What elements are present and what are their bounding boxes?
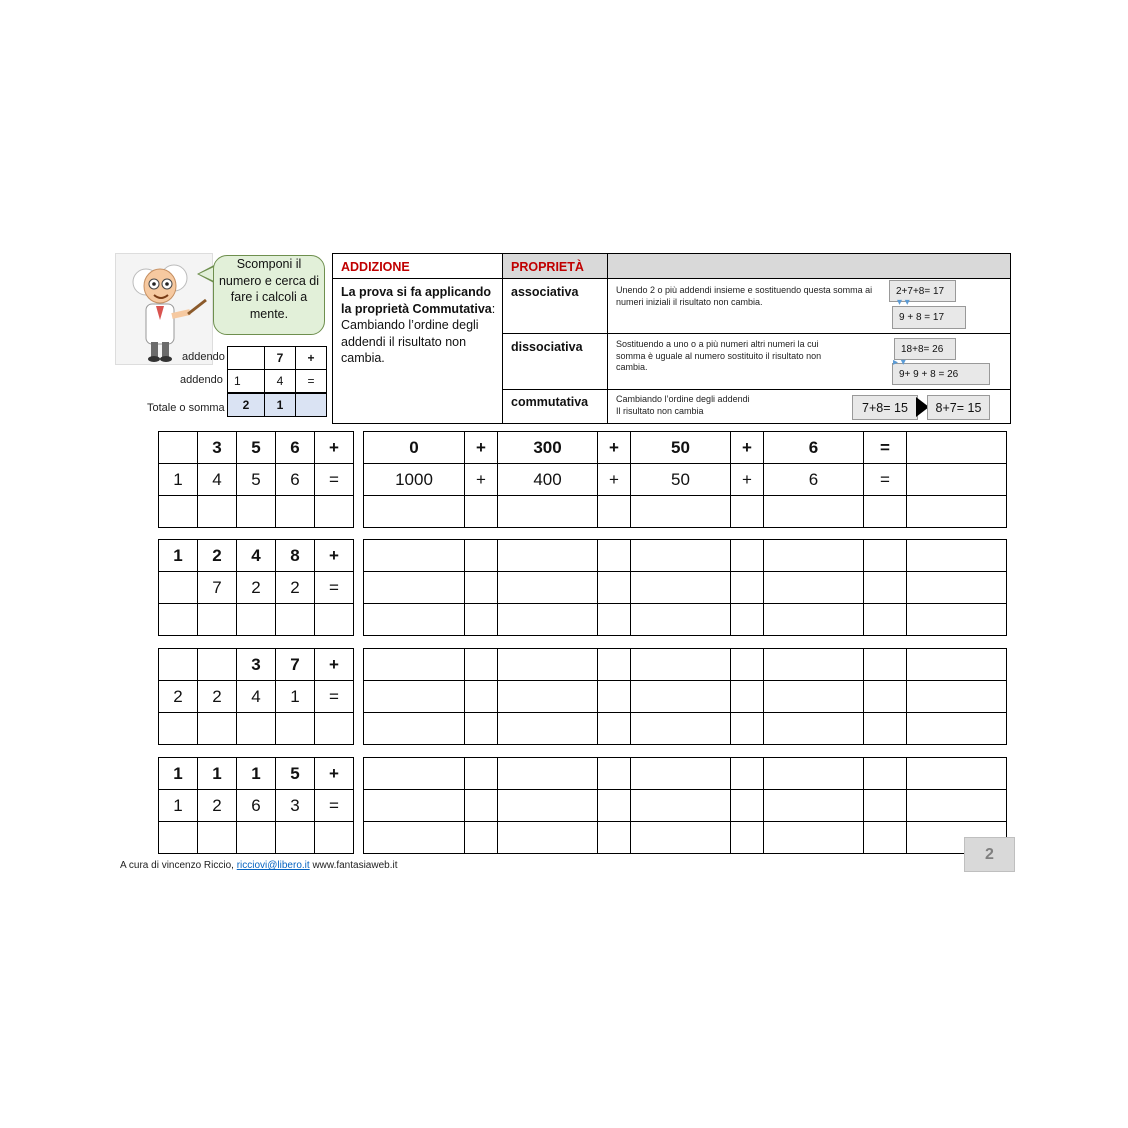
decomposition-cell[interactable]: [498, 681, 598, 713]
divider: [502, 333, 1010, 334]
decomposition-cell[interactable]: [631, 713, 731, 745]
exercise-cell[interactable]: =: [315, 572, 354, 604]
exercise-cell[interactable]: [159, 713, 198, 745]
decomposition-cell[interactable]: [364, 681, 465, 713]
decomposition-cell[interactable]: [864, 758, 907, 790]
decomposition-cell[interactable]: [731, 681, 764, 713]
decomposition-cell[interactable]: [731, 540, 764, 572]
exercise-right-grid: [363, 539, 1007, 636]
example-box: 2+7+8= 17: [889, 280, 956, 302]
decomposition-cell[interactable]: [731, 790, 764, 822]
decomposition-cell[interactable]: [364, 540, 465, 572]
decomposition-cell[interactable]: [764, 572, 864, 604]
exercise-right-grid: [363, 757, 1007, 854]
decomposition-cell[interactable]: [498, 649, 598, 681]
decomposition-cell[interactable]: +: [731, 464, 764, 496]
decomposition-cell[interactable]: [907, 604, 1007, 636]
decomposition-cell[interactable]: [764, 790, 864, 822]
divider: [502, 389, 1010, 390]
decomposition-cell[interactable]: [465, 496, 498, 528]
footer-site: www.fantasiaweb.it: [309, 860, 398, 871]
exercise-cell[interactable]: [159, 604, 198, 636]
exercise-cell[interactable]: 1: [159, 758, 198, 790]
arrow-icon: ▸ ▾: [893, 357, 906, 368]
decomposition-cell[interactable]: [465, 713, 498, 745]
decomposition-cell[interactable]: [631, 822, 731, 854]
exercise-cell[interactable]: 4: [237, 681, 276, 713]
example-box: 9 + 8 = 17: [892, 306, 966, 329]
decomposition-cell[interactable]: [498, 572, 598, 604]
decomposition-cell[interactable]: [631, 604, 731, 636]
exercise-cell[interactable]: [315, 822, 354, 854]
exercise-cell[interactable]: 1: [237, 758, 276, 790]
decomposition-cell[interactable]: [598, 496, 631, 528]
theory-box: [332, 253, 1011, 424]
decomposition-cell[interactable]: 6: [764, 432, 864, 464]
decomposition-cell[interactable]: [364, 758, 465, 790]
decomposition-cell[interactable]: [907, 713, 1007, 745]
exercise-cell[interactable]: 2: [198, 790, 237, 822]
bubble-tail-fill: [199, 267, 214, 281]
decomposition-cell[interactable]: [864, 572, 907, 604]
exercise-cell[interactable]: =: [315, 681, 354, 713]
decomposition-cell[interactable]: [764, 540, 864, 572]
exercise-cell[interactable]: 4: [237, 540, 276, 572]
total-label: Totale o somma: [147, 402, 225, 414]
decomposition-cell[interactable]: [465, 790, 498, 822]
exercise-cell[interactable]: [198, 713, 237, 745]
divider: [502, 254, 503, 423]
decomposition-cell[interactable]: +: [465, 464, 498, 496]
exercise-cell[interactable]: [276, 604, 315, 636]
decomposition-cell[interactable]: [907, 464, 1007, 496]
decomposition-cell[interactable]: [598, 822, 631, 854]
decomposition-cell[interactable]: [631, 790, 731, 822]
decomposition-cell[interactable]: [764, 496, 864, 528]
decomposition-cell[interactable]: [907, 572, 1007, 604]
decomposition-cell[interactable]: [498, 713, 598, 745]
exercise-cell[interactable]: 1: [159, 790, 198, 822]
addizione-intro: [341, 284, 499, 367]
decomposition-cell[interactable]: [764, 713, 864, 745]
exercise-cell[interactable]: 3: [198, 432, 237, 464]
exercise-cell[interactable]: 1: [276, 681, 315, 713]
decomposition-cell[interactable]: [465, 681, 498, 713]
divider: [333, 278, 502, 279]
addizione-title: ADDIZIONE: [341, 260, 410, 274]
exercise-cell[interactable]: [276, 496, 315, 528]
exercise-cell[interactable]: 1: [159, 464, 198, 496]
decomposition-cell[interactable]: [598, 758, 631, 790]
decomposition-cell[interactable]: =: [864, 432, 907, 464]
exercise-cell[interactable]: 6: [276, 432, 315, 464]
intro-rest: : Cambiando l’ordine degli addendi il risultato non cambia.: [341, 301, 496, 365]
exercise-cell[interactable]: =: [315, 464, 354, 496]
decomposition-cell[interactable]: [364, 572, 465, 604]
exercise-cell[interactable]: [159, 572, 198, 604]
exercise-cell[interactable]: [276, 822, 315, 854]
exercise-cell[interactable]: [276, 713, 315, 745]
example-total-cell: [296, 393, 327, 417]
decomposition-cell[interactable]: [598, 790, 631, 822]
example-total-cell: 1: [265, 393, 296, 417]
decomposition-cell[interactable]: [764, 681, 864, 713]
decomposition-cell[interactable]: [907, 758, 1007, 790]
exercise-cell[interactable]: 2: [237, 572, 276, 604]
exercise-cell[interactable]: 2: [276, 572, 315, 604]
decomposition-cell[interactable]: 50: [631, 464, 731, 496]
page-number: 2: [964, 837, 1015, 872]
decomposition-cell[interactable]: [864, 822, 907, 854]
decomposition-cell[interactable]: [764, 604, 864, 636]
decomposition-cell[interactable]: [498, 604, 598, 636]
exercise-cell[interactable]: [198, 604, 237, 636]
decomposition-cell[interactable]: [498, 496, 598, 528]
exercise-cell[interactable]: 7: [198, 572, 237, 604]
exercise-right-grid: [363, 431, 1007, 528]
decomposition-cell[interactable]: [465, 604, 498, 636]
decomposition-cell[interactable]: [631, 540, 731, 572]
exercise-cell[interactable]: [159, 496, 198, 528]
exercise-cell[interactable]: +: [315, 758, 354, 790]
decomposition-cell[interactable]: [364, 822, 465, 854]
exercise-cell[interactable]: +: [315, 540, 354, 572]
property-dissociativa: dissociativa: [511, 340, 583, 354]
decomposition-cell[interactable]: [864, 496, 907, 528]
example-cell: 4: [265, 370, 296, 394]
exercise-cell[interactable]: [237, 604, 276, 636]
decomposition-cell[interactable]: [631, 496, 731, 528]
decomposition-cell[interactable]: [764, 822, 864, 854]
speech-bubble-text: Scomponi il numero e cerca di fare i calcoli a mente.: [218, 257, 320, 321]
exercise-cell[interactable]: [315, 496, 354, 528]
exercise-cell[interactable]: 6: [276, 464, 315, 496]
decomposition-cell[interactable]: =: [864, 464, 907, 496]
addendo-label-1: addendo: [182, 351, 225, 363]
footer-prefix: A cura di vincenzo Riccio,: [120, 860, 237, 871]
exercise-cell[interactable]: 5: [237, 432, 276, 464]
exercise-cell[interactable]: 2: [198, 681, 237, 713]
decomposition-cell[interactable]: [864, 540, 907, 572]
decomposition-cell[interactable]: [465, 758, 498, 790]
exercise-cell[interactable]: [237, 822, 276, 854]
decomposition-cell[interactable]: +: [465, 432, 498, 464]
decomposition-cell[interactable]: +: [731, 432, 764, 464]
intro-bold: La prova si fa applicando la proprietà Commutativa: [341, 285, 492, 316]
decomposition-cell[interactable]: 50: [631, 432, 731, 464]
decomposition-cell[interactable]: [598, 713, 631, 745]
decomposition-cell[interactable]: [598, 604, 631, 636]
exercise-cell[interactable]: 3: [276, 790, 315, 822]
decomposition-cell[interactable]: [364, 604, 465, 636]
decomposition-cell[interactable]: [907, 681, 1007, 713]
exercise-left-grid: [158, 757, 354, 854]
exercise-cell[interactable]: 8: [276, 540, 315, 572]
exercise-cell[interactable]: [237, 713, 276, 745]
exercise-left-grid: [158, 539, 354, 636]
decomposition-cell[interactable]: [731, 496, 764, 528]
decomposition-cell[interactable]: [907, 649, 1007, 681]
decomposition-cell[interactable]: 300: [498, 432, 598, 464]
decomposition-cell[interactable]: [631, 681, 731, 713]
exercise-cell[interactable]: 2: [198, 540, 237, 572]
example-box: 9+ 9 + 8 = 26: [892, 363, 990, 385]
exercise-cell[interactable]: [159, 649, 198, 681]
addendo-label-2: addendo: [180, 374, 223, 386]
decomposition-cell[interactable]: [907, 496, 1007, 528]
exercise-cell[interactable]: +: [315, 432, 354, 464]
property-associativa: associativa: [511, 285, 579, 299]
decomposition-cell[interactable]: [731, 822, 764, 854]
example-grid: [227, 346, 327, 417]
decomposition-cell[interactable]: [364, 713, 465, 745]
exercise-cell[interactable]: 5: [276, 758, 315, 790]
example-box: 18+8= 26: [894, 338, 956, 360]
decomposition-cell[interactable]: [364, 790, 465, 822]
proprieta-title: PROPRIETÀ: [511, 260, 584, 274]
decomposition-cell[interactable]: [498, 758, 598, 790]
example-cell: 7: [265, 347, 296, 370]
decomposition-cell[interactable]: [465, 572, 498, 604]
exercise-cell[interactable]: [315, 713, 354, 745]
decomposition-cell[interactable]: +: [598, 432, 631, 464]
exercise-cell[interactable]: +: [315, 649, 354, 681]
decomposition-cell[interactable]: [631, 572, 731, 604]
decomposition-cell[interactable]: [731, 604, 764, 636]
exercise-cell[interactable]: 1: [159, 540, 198, 572]
speech-bubble: [213, 255, 325, 335]
exercise-cell[interactable]: 7: [276, 649, 315, 681]
decomposition-cell[interactable]: [631, 758, 731, 790]
decomposition-cell[interactable]: [598, 649, 631, 681]
footer-email-link[interactable]: ricciovi@libero.it: [236, 860, 310, 871]
exercise-cell[interactable]: 3: [237, 649, 276, 681]
exercise-cell[interactable]: =: [315, 790, 354, 822]
example-box: 7+8= 15: [852, 395, 918, 420]
decomposition-cell[interactable]: 0: [364, 432, 465, 464]
decomposition-cell[interactable]: [907, 540, 1007, 572]
decomposition-cell[interactable]: [864, 790, 907, 822]
decomposition-cell[interactable]: [731, 649, 764, 681]
decomposition-cell[interactable]: 400: [498, 464, 598, 496]
decomposition-cell[interactable]: [465, 822, 498, 854]
decomposition-cell[interactable]: [907, 790, 1007, 822]
decomposition-cell[interactable]: [498, 822, 598, 854]
decomposition-cell[interactable]: [907, 432, 1007, 464]
decomposition-cell[interactable]: [864, 713, 907, 745]
property-desc: Unendo 2 o più addendi insieme e sostituendo questa somma ai numeri iniziali il risultato non cambia.: [616, 285, 873, 307]
divider: [607, 254, 608, 423]
decomposition-cell[interactable]: [598, 681, 631, 713]
decomposition-cell[interactable]: [731, 713, 764, 745]
decomposition-cell[interactable]: [465, 540, 498, 572]
exercise-cell[interactable]: [237, 496, 276, 528]
example-cell: +: [296, 347, 327, 370]
example-cell: [228, 347, 265, 370]
example-box: 8+7= 15: [927, 395, 990, 420]
exercise-cell[interactable]: [198, 649, 237, 681]
decomposition-cell[interactable]: [364, 649, 465, 681]
decomposition-cell[interactable]: [498, 540, 598, 572]
exercise-right-grid: [363, 648, 1007, 745]
decomposition-cell[interactable]: [864, 649, 907, 681]
decomposition-cell[interactable]: [598, 540, 631, 572]
property-desc: Sostituendo a uno o a più numeri altri numeri la cui somma è uguale al numero sostituito il risultato non cambia.: [616, 339, 822, 372]
example-cell: 1: [228, 370, 265, 394]
exercise-cell[interactable]: 2: [159, 681, 198, 713]
decomposition-cell[interactable]: [731, 572, 764, 604]
exercise-cell[interactable]: [159, 822, 198, 854]
decomposition-cell[interactable]: [731, 758, 764, 790]
decomposition-cell[interactable]: [764, 649, 864, 681]
exercise-cell[interactable]: [315, 604, 354, 636]
arrow-icon: ▾ ▾: [897, 297, 910, 308]
example-cell: =: [296, 370, 327, 394]
decomposition-cell[interactable]: 6: [764, 464, 864, 496]
example-total-cell: 2: [228, 393, 265, 417]
decomposition-cell[interactable]: [465, 649, 498, 681]
exercise-cell[interactable]: [198, 496, 237, 528]
decomposition-cell[interactable]: +: [598, 464, 631, 496]
decomposition-cell[interactable]: [864, 604, 907, 636]
footer: [120, 860, 398, 871]
decomposition-cell[interactable]: [364, 496, 465, 528]
decomposition-cell[interactable]: [864, 681, 907, 713]
exercise-left-grid: [158, 648, 354, 745]
exercise-left-grid: [158, 431, 354, 528]
decomposition-cell[interactable]: [598, 572, 631, 604]
decomposition-cell[interactable]: [764, 758, 864, 790]
property-desc: Cambiando l’ordine degli addendi Il risultato non cambia: [616, 394, 750, 416]
exercise-cell[interactable]: 4: [198, 464, 237, 496]
exercise-cell[interactable]: 5: [237, 464, 276, 496]
exercise-cell[interactable]: 6: [237, 790, 276, 822]
exercise-cell[interactable]: [159, 432, 198, 464]
property-commutativa: commutativa: [511, 395, 589, 409]
exercise-cell[interactable]: [198, 822, 237, 854]
decomposition-cell[interactable]: [498, 790, 598, 822]
decomposition-cell[interactable]: 1000: [364, 464, 465, 496]
decomposition-cell[interactable]: [631, 649, 731, 681]
exercise-cell[interactable]: 1: [198, 758, 237, 790]
